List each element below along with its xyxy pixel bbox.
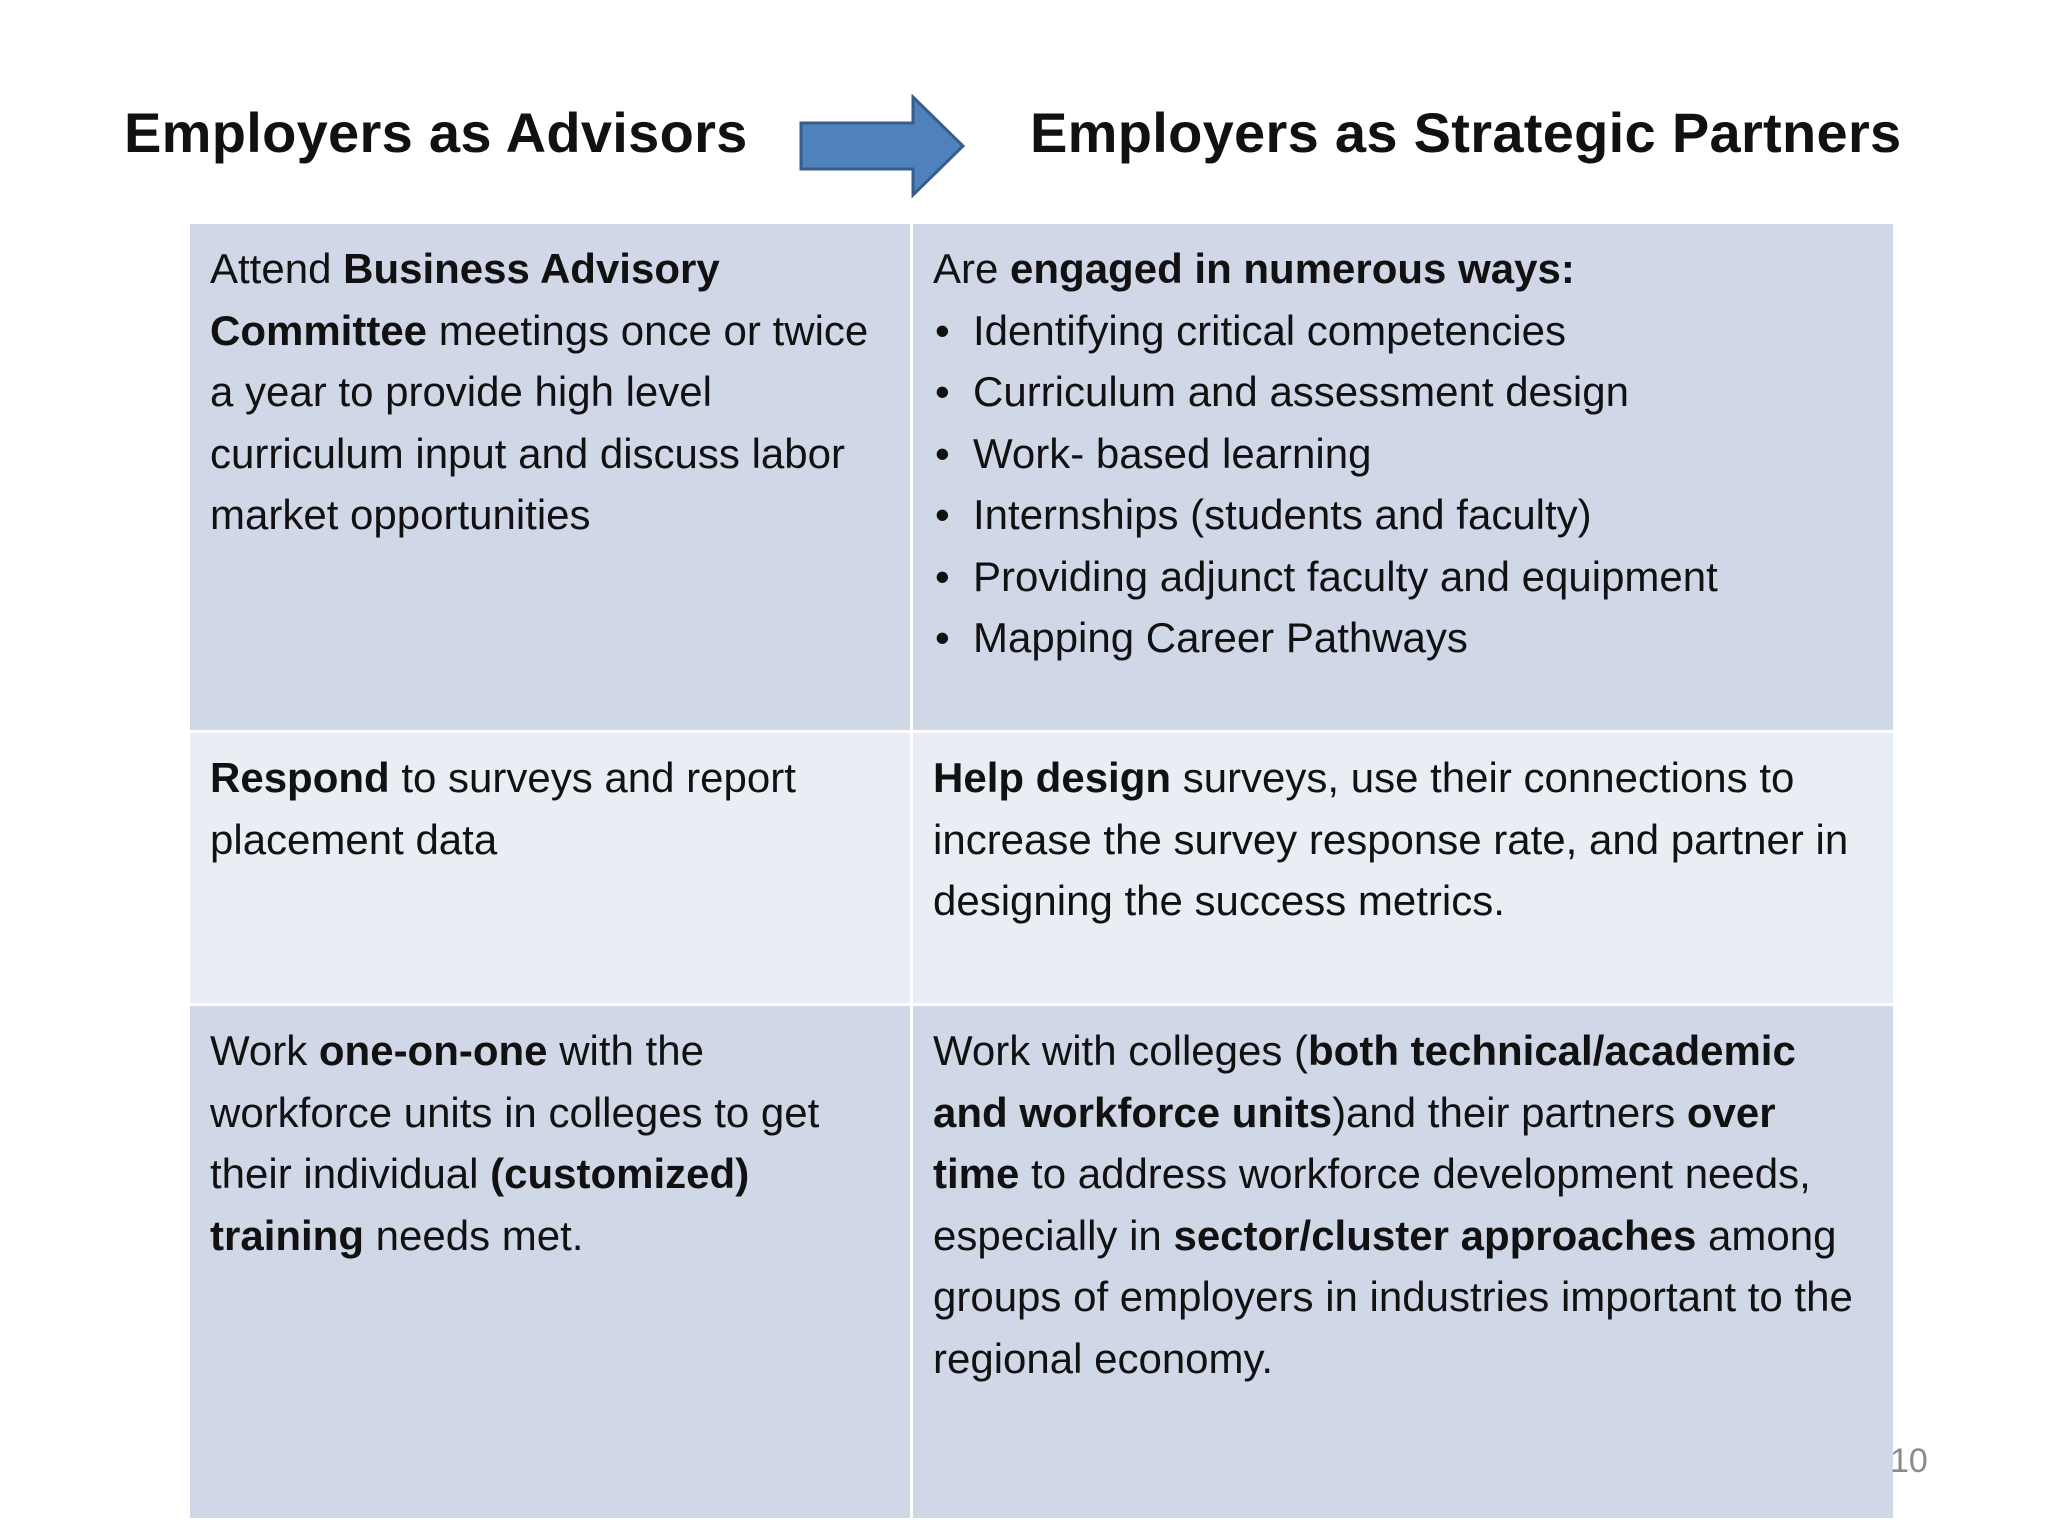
cell-text: with the workforce units in colleges to get their individual xyxy=(210,1027,820,1197)
cell-bold-text: both technical/academic and workforce units xyxy=(933,1027,1796,1136)
engagement-list xyxy=(933,300,1873,669)
cell-text: to address workforce development needs, especially in xyxy=(933,1150,1811,1259)
page-number: 10 xyxy=(1890,1442,1928,1480)
list-item: • Mapping Career Pathways xyxy=(933,607,1873,669)
cell-text: Work with colleges ( xyxy=(933,1027,1309,1074)
advisor-cell-committee xyxy=(190,224,913,733)
comparison-table xyxy=(190,224,1893,1518)
list-item: • Identifying critical competencies xyxy=(933,300,1873,362)
partner-cell-surveys xyxy=(913,733,1893,1006)
list-item: • Curriculum and assessment design xyxy=(933,361,1873,423)
cell-bold-text: one-on-one xyxy=(318,1027,548,1074)
cell-bold-text: Help design xyxy=(933,754,1172,801)
cell-bold-text: Respond xyxy=(210,754,390,801)
cell-text: Work xyxy=(210,1027,319,1074)
cell-bold-text: sector/cluster approaches xyxy=(1173,1211,1697,1259)
cell-text: Attend xyxy=(210,245,344,292)
cell-bold-text: over time xyxy=(933,1088,1776,1197)
cell-bold-text: (customized) training xyxy=(210,1150,750,1259)
cell-bold-text: engaged in numerous ways: xyxy=(1010,245,1575,292)
partner-cell-engagement xyxy=(913,224,1893,733)
strategic-partners-heading: Employers as Strategic Partners xyxy=(1030,101,1902,164)
list-item: • Providing adjunct faculty and equipment xyxy=(933,546,1873,608)
cell-text: )and their partners xyxy=(1332,1088,1687,1136)
cell-bold-text: Business Advisory Committee xyxy=(210,245,720,354)
cell-text: surveys, use their connections to increase the survey response rate, and partner in designing the success metrics. xyxy=(933,754,1849,924)
list-item: • Work- based learning xyxy=(933,423,1873,485)
advisor-cell-surveys xyxy=(190,733,913,1006)
advisors-heading: Employers as Advisors xyxy=(124,101,748,164)
cell-text: meetings once or twice a year to provide high level curriculum input and discuss labor market opportunities xyxy=(210,306,869,538)
cell-text: Are xyxy=(933,245,1011,292)
advisor-cell-training xyxy=(190,1006,913,1518)
cell-text: to surveys and report placement data xyxy=(210,754,796,863)
cell-text: needs met. xyxy=(364,1211,584,1259)
partner-cell-colleges xyxy=(913,1006,1893,1518)
right-arrow-icon xyxy=(798,94,968,198)
cell-text: among groups of employers in industries important to the regional economy. xyxy=(933,1211,1853,1382)
list-item: • Internships (students and faculty) xyxy=(933,484,1873,546)
engagement-intro xyxy=(933,238,1873,300)
